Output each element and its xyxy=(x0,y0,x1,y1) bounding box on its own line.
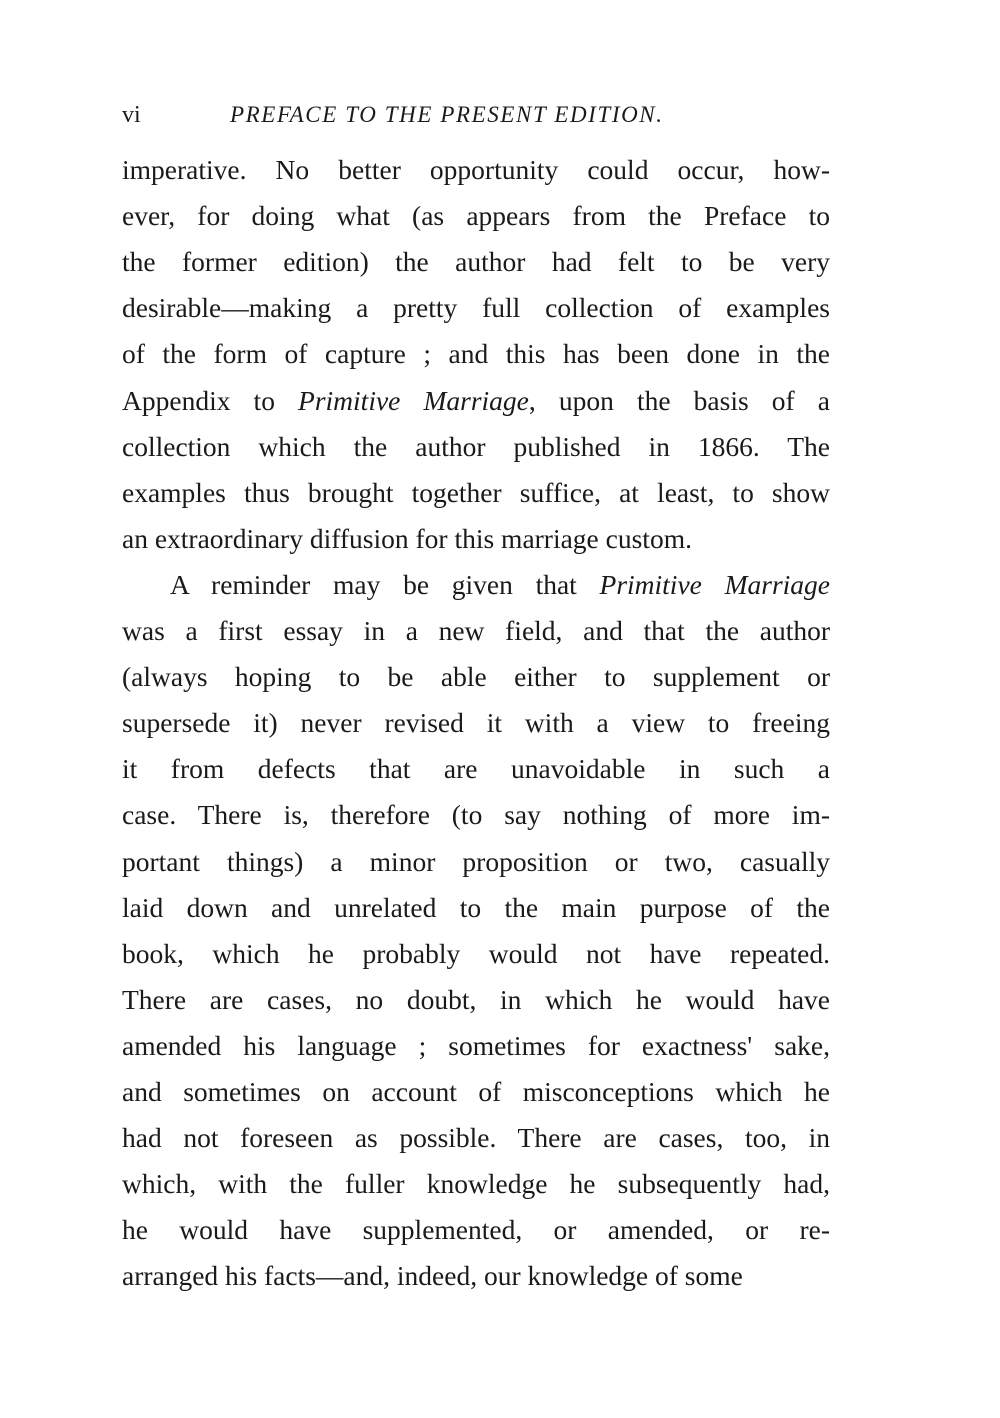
text-segment: of the form of capture ; and this has been done in the xyxy=(122,338,830,370)
text-segment: There are cases, no doubt, in which he would have xyxy=(122,983,830,1015)
text-segment: desirable—making a pretty full collection of examples xyxy=(122,292,830,324)
text-segment: book, which he probably would not have repeated. xyxy=(122,937,830,969)
text-line xyxy=(122,1071,830,1113)
text-line xyxy=(122,1117,830,1159)
text-line xyxy=(122,380,830,422)
text-line xyxy=(122,1025,830,1067)
running-head-title: PREFACE TO THE PRESENT EDITION. xyxy=(230,102,664,127)
text-segment: amended his language ; sometimes for exactness' sake, xyxy=(122,1029,830,1061)
text-line xyxy=(122,610,830,652)
text-line xyxy=(122,287,830,329)
text-segment: which, with the fuller knowledge he subsequently had, xyxy=(122,1168,830,1200)
text-line xyxy=(122,933,830,975)
text-segment: the former edition) the author had felt to be very xyxy=(122,246,830,278)
text-line xyxy=(122,794,830,836)
text-line xyxy=(122,241,830,283)
text-segment: had not foreseen as possible. There are cases, too, in xyxy=(122,1122,830,1154)
italic-title-text: Primitive Marriage xyxy=(599,568,830,600)
text-line xyxy=(122,333,830,375)
text-segment: A reminder may be given that xyxy=(170,568,600,600)
text-line xyxy=(122,1163,830,1205)
text-segment: arranged his facts—and, indeed, our knowledge of some xyxy=(122,1260,743,1292)
text-segment: ever, for doing what (as appears from the Preface to xyxy=(122,200,830,232)
page-number: vi xyxy=(122,102,141,128)
text-line xyxy=(122,518,830,560)
text-line xyxy=(122,195,830,237)
running-head xyxy=(122,98,830,132)
text-segment: , upon the basis of a xyxy=(528,384,830,416)
text-segment: was a first essay in a new field, and that the author xyxy=(122,615,830,646)
text-line xyxy=(122,1255,830,1297)
text-segment: examples thus brought together suffice, at least, to show xyxy=(122,476,830,508)
text-line xyxy=(122,1209,830,1251)
text-line xyxy=(122,702,830,744)
text-line xyxy=(122,149,830,191)
italic-title-text: Primitive Marriage xyxy=(298,384,529,416)
text-segment: Appendix to xyxy=(122,384,299,416)
text-segment: imperative. No better opportunity could occur, how- xyxy=(122,154,830,185)
text-segment: collection which the author published in 1866. The xyxy=(122,430,830,462)
text-line xyxy=(122,426,830,468)
text-segment: laid down and unrelated to the main purpose of the xyxy=(122,891,830,923)
text-line xyxy=(122,979,830,1021)
text-line xyxy=(122,887,830,929)
text-line xyxy=(122,564,830,606)
text-segment: it from defects that are unavoidable in such a xyxy=(122,753,830,785)
text-line xyxy=(122,472,830,514)
text-segment: portant things) a minor proposition or two, casually xyxy=(122,845,830,877)
text-segment: case. There is, therefore (to say nothing of more im- xyxy=(122,799,830,831)
text-line xyxy=(122,748,830,790)
text-line xyxy=(122,656,830,698)
text-segment: and sometimes on account of misconceptions which he xyxy=(122,1076,830,1107)
text-segment: an extraordinary diffusion for this marriage custom. xyxy=(122,522,692,554)
text-segment: supersede it) never revised it with a view to freeing xyxy=(122,707,830,739)
text-segment: (always hoping to be able either to supplement or xyxy=(122,661,830,693)
text-segment: he would have supplemented, or amended, or re- xyxy=(122,1214,830,1246)
text-line xyxy=(122,841,830,883)
